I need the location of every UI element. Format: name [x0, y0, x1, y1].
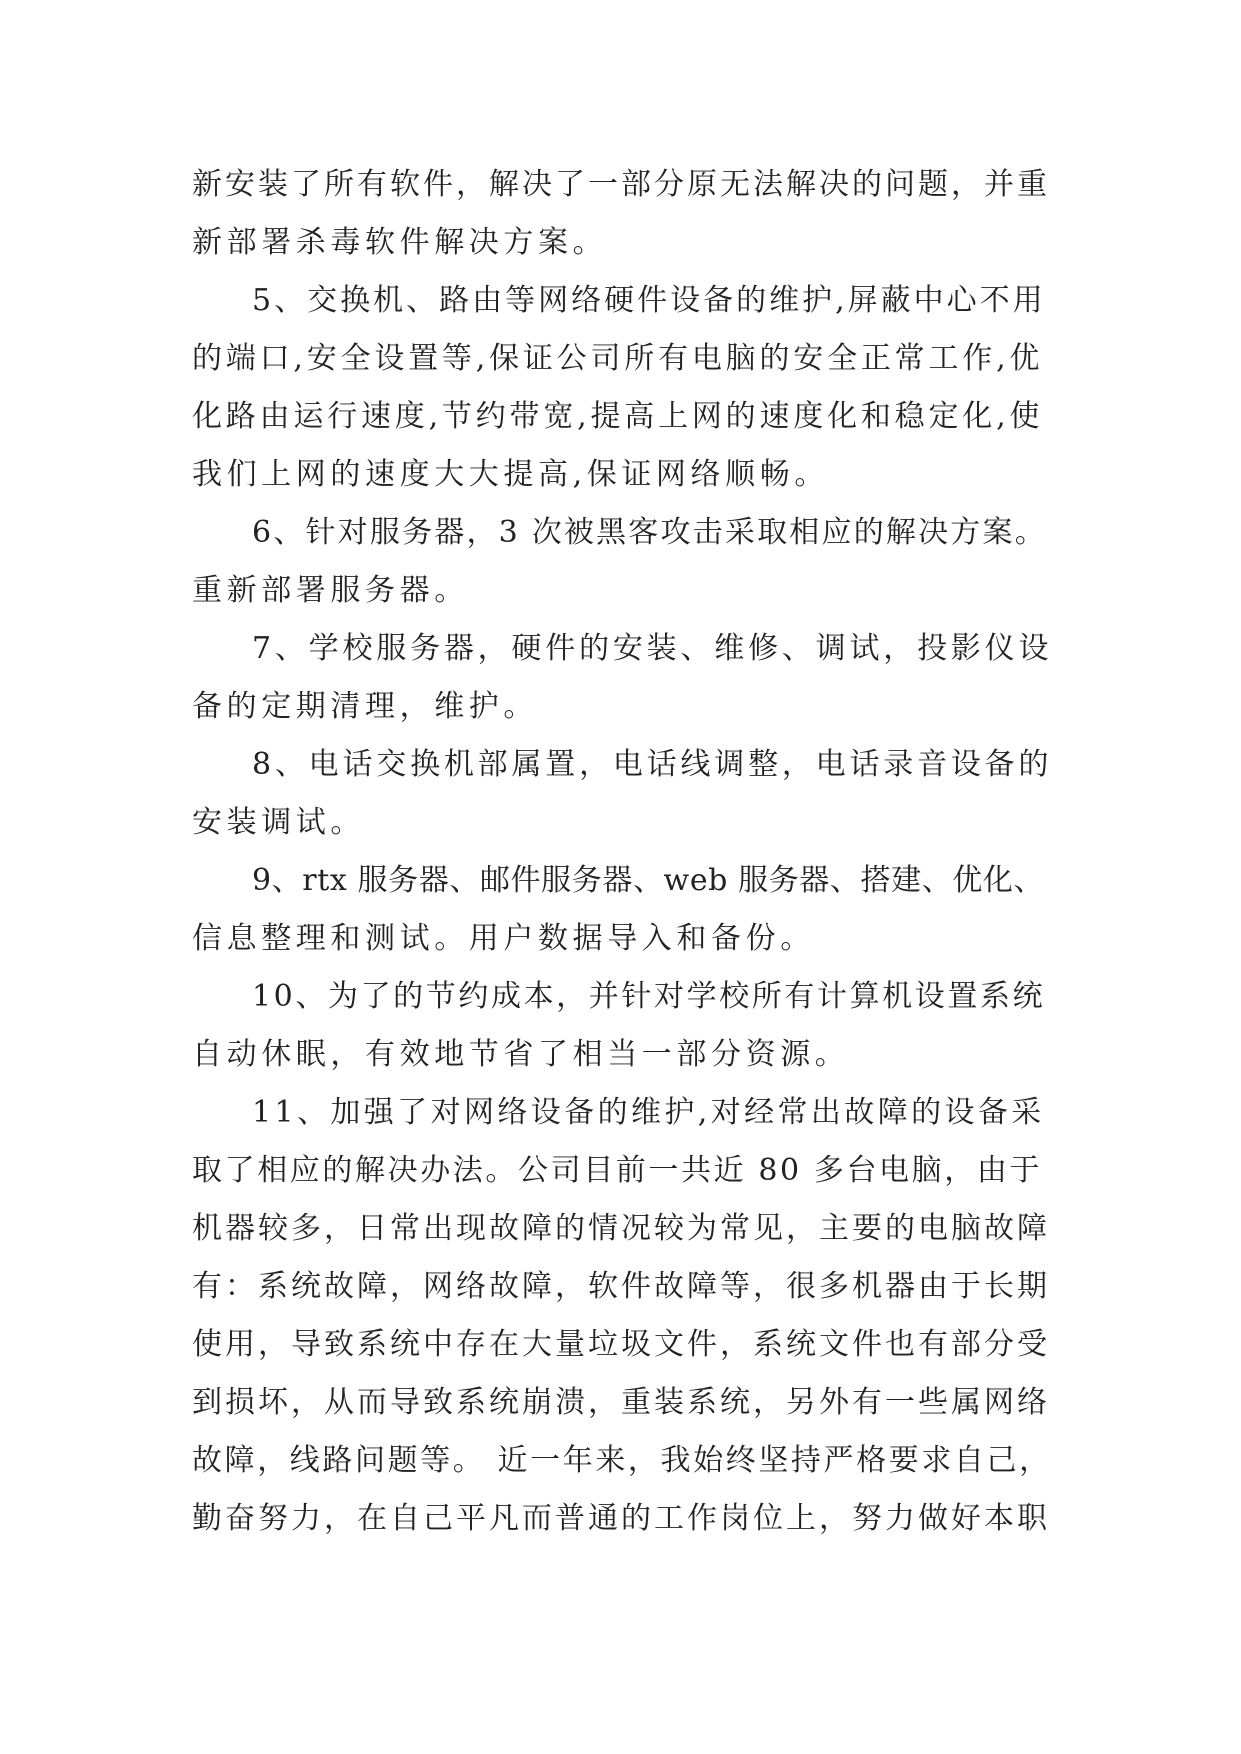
text-line: 的端口,安全设置等,保证公司所有电脑的安全正常工作,优	[192, 341, 1044, 376]
paragraph-9-start: 9、rtx 服务器、邮件服务器、web 服务器、搭建、优化、	[252, 863, 1045, 898]
text-line: 新部署杀毒软件解决方案。	[192, 225, 608, 260]
text-line: 安装调试。	[192, 805, 365, 840]
paragraph-10-start: 10、为了的节约成本，并针对学校所有计算机设置系统	[252, 979, 1046, 1014]
text-line: 勤奋努力，在自己平凡而普通的工作岗位上，努力做好本职	[192, 1501, 1050, 1536]
text-line: 自动休眠，有效地节省了相当一部分资源。	[192, 1037, 850, 1072]
text-line: 重新部署服务器。	[192, 573, 469, 608]
text-line: 使用，导致系统中存在大量垃圾文件，系统文件也有部分受	[192, 1327, 1050, 1362]
text-line: 机器较多，日常出现故障的情况较为常见，主要的电脑故障	[192, 1211, 1050, 1246]
text-line: 信息整理和测试。用户数据导入和备份。	[192, 921, 815, 956]
paragraph-11-start: 11、加强了对网络设备的维护,对经常出故障的设备采	[252, 1095, 1045, 1130]
paragraph-8-start: 8、电话交换机部属置，电话线调整，电话录音设备的	[252, 747, 1053, 782]
paragraph-5-start: 5、交换机、路由等网络硬件设备的维护,屏蔽中心不用	[252, 283, 1046, 318]
text-line: 到损坏，从而导致系统崩溃，重装系统，另外有一些属网络	[192, 1385, 1050, 1420]
text-line: 故障，线路问题等。 近一年来，我始终坚持严格要求自己，	[192, 1443, 1052, 1478]
text-line: 我们上网的速度大大提高,保证网络顺畅。	[192, 457, 829, 492]
text-line: 新安装了所有软件，解决了一部分原无法解决的问题，并重	[192, 167, 1050, 202]
text-line: 有：系统故障，网络故障，软件故障等，很多机器由于长期	[192, 1269, 1050, 1304]
paragraph-6-start: 6、针对服务器，3 次被黑客攻击采取相应的解决方案。	[252, 515, 1047, 550]
text-line: 取了相应的解决办法。公司目前一共近 80 多台电脑，由于	[192, 1153, 1043, 1188]
text-line: 化路由运行速度,节约带宽,提高上网的速度化和稳定化,使	[192, 399, 1044, 434]
text-line: 备的定期清理，维护。	[192, 689, 538, 724]
paragraph-7-start: 7、学校服务器，硬件的安装、维修、调试，投影仪设	[252, 631, 1053, 666]
